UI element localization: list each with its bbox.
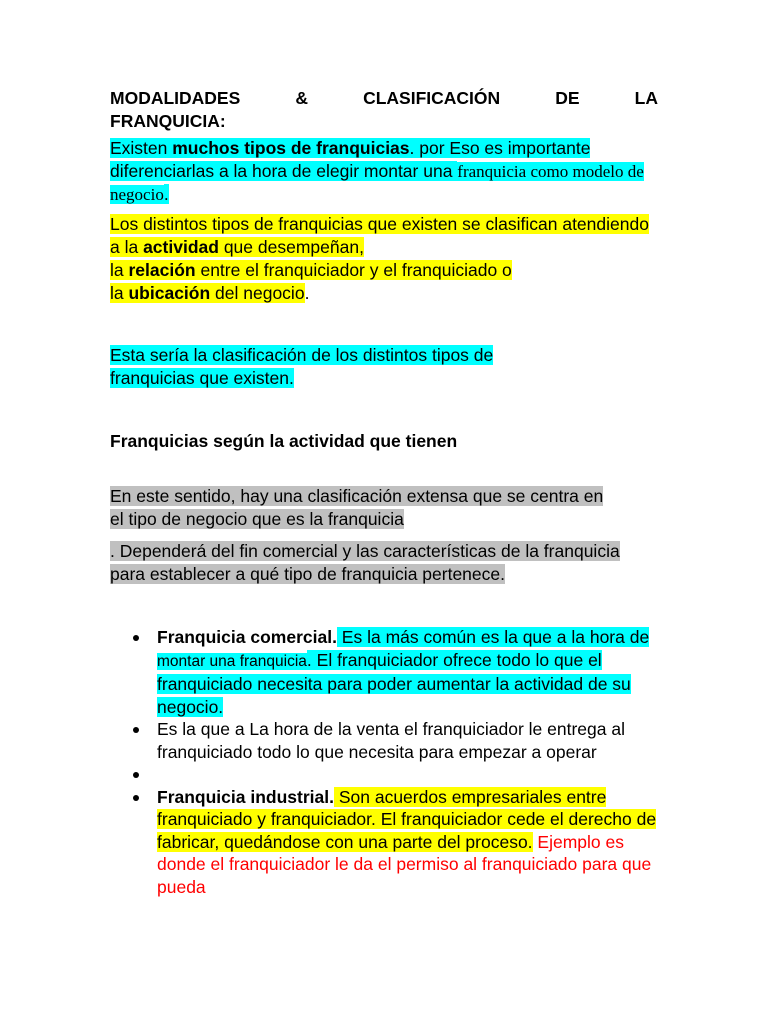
document-title <box>110 87 658 133</box>
class-text: la <box>110 283 129 303</box>
bullet-text: . El franquiciador ofrece todo lo que el franquiciado necesita para poder aumentar la actividad de su negocio. <box>157 649 631 717</box>
paragraph-intro <box>110 137 658 206</box>
depends-text: . Dependerá del fin comercial y las características de la franquicia para establecer a qué tipo de franquicia pertenece. <box>110 541 620 584</box>
intro-serif: franquicia como modelo de negocio <box>110 162 644 204</box>
title-line-1 <box>110 87 658 110</box>
class-text: la <box>110 260 129 280</box>
bullet-icon <box>133 795 139 801</box>
list-item <box>133 718 663 763</box>
class-bold: actividad <box>143 237 219 257</box>
class-text: que desempeñan, <box>218 237 364 257</box>
class-text: . <box>304 283 310 303</box>
bullet-bold: Franquicia comercial. <box>157 627 337 647</box>
intro-text: Existen <box>110 138 173 158</box>
bullet-icon <box>133 635 139 641</box>
bullet-text: Es la más común es la que a la hora de <box>336 627 650 647</box>
bullet-text-red: Ejemplo es donde el franquiciador le da el permiso al franquiciado para que pueda <box>157 831 652 897</box>
class-text: Los distintos tipos de franquicias que existen se clasifican atendiendo a la <box>110 214 649 257</box>
list-item <box>133 626 663 718</box>
summary-text: Esta sería la clasificación de los distintos tipos de franquicias que existen. <box>110 345 494 388</box>
title-line-2: FRANQUICIA: <box>110 111 226 131</box>
title-word: MODALIDADES <box>110 88 241 108</box>
title-word: & <box>295 88 308 108</box>
class-bold: relación <box>128 260 196 280</box>
intro-bold: muchos tipos de franquicias <box>172 138 410 158</box>
paragraph-depends <box>110 540 630 586</box>
class-bold: ubicación <box>128 283 211 303</box>
bullet-text-small: montar una franquicia <box>157 652 307 670</box>
title-word: LA <box>634 88 658 108</box>
section-heading: Franquicias según la actividad que tienen <box>110 431 458 451</box>
list-item <box>133 786 663 899</box>
title-word: CLASIFICACIÓN <box>363 88 501 108</box>
intro-text: . <box>163 184 169 204</box>
class-text: entre el franquiciador y el franquiciado o <box>195 260 512 280</box>
bullet-icon <box>133 727 139 733</box>
sense-text: En este sentido, hay una clasificación extensa que se centra en el tipo de negocio que es la franquicia <box>110 486 604 529</box>
list-item-empty <box>133 763 663 786</box>
bullet-text: Es la que a La hora de la venta el franquiciador le entrega al franquiciado todo lo que necesita para empezar a operar <box>157 719 625 762</box>
title-word: DE <box>555 88 580 108</box>
bullet-list <box>133 626 663 898</box>
class-text: del negocio <box>210 283 305 303</box>
intro-text: . por Eso es importante diferenciarlas a la hora de elegir montar una <box>110 138 591 181</box>
paragraph-classification <box>110 213 650 305</box>
bullet-text: Son acuerdos empresariales entre franquiciado y franquiciador. El franquiciador cede el derecho de fabricar, quedándose con una parte del proceso. <box>157 786 657 852</box>
paragraph-summary <box>110 344 570 390</box>
bullet-bold: Franquicia industrial. <box>157 786 334 807</box>
paragraph-sense <box>110 485 610 531</box>
bullet-icon <box>133 772 139 778</box>
